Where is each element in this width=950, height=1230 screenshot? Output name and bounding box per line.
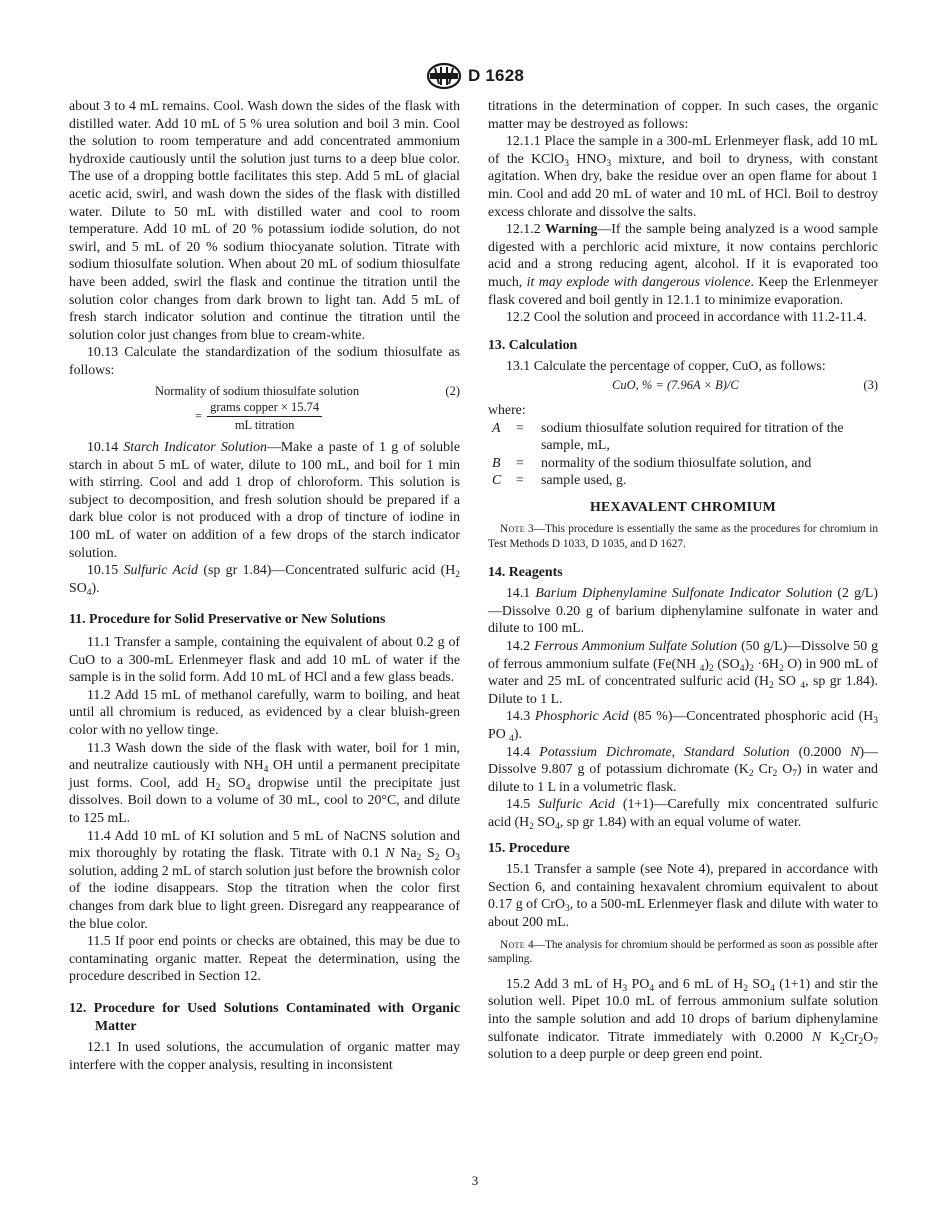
paragraph-11-4: 11.4 Add 10 mL of KI solution and 5 mL of NaCNS solution and mix thoroughly by rotating the flask. Titrate with 0.1 N $Na_2$ $S_2$ $O_3$ solution, adding 2 mL of starch solution just before the brownish color of the iodine disappears. Stop the titration when the color first changes from dark blue to light green. Disregard any reappearance of the blue color. <box>69 827 460 931</box>
equation-2-fraction <box>195 400 460 433</box>
hexavalent-chromium-heading: HEXAVALENT CHROMIUM <box>589 498 777 514</box>
where-item: C = sample used, g. <box>492 472 627 488</box>
paragraph-14-2: 14.2 Ferrous Ammonium Sulfate Solution (50 g/L)—Dissolve 50 g of ferrous ammonium sulfate (Fe(NH $_4)_2$ $(SO_4)_2 \cdot 6H_2$ O) in 900 mL of water and 25 mL of concentrated sulfuric acid ($H_2$ SO $_4$, sp gr 1.84). Dilute to 1 L. <box>488 638 878 706</box>
paragraph-14-1: 14.1 Barium Diphenylamine Sulfonate Indicator Solution (2 g/L)—Dissolve 0.20 g of barium diphenylamine sulfonate in water and dilute to 100 mL. <box>488 585 878 636</box>
section-15-heading: 15. Procedure <box>488 839 570 855</box>
paragraph-10-12-continued: about 3 to 4 mL remains. Cool. Wash down the sides of the flask with distilled water. Add 10 mL of 5 % urea solution and boil 3 min. Cool the solution to room temperature and add concentrated ammonium hydroxide cautiously until the solution just turns to a deep blue color. The use of a dropping bottle facilitates this step. Add 5 mL of glacial acetic acid, swirl, and wash down the sides of the flask with distilled water. Dilute to 50 mL with distilled water and cool to room temperature. Add 10 mL of 20 % potassium iodide solution, do not swirl, and 5 mL of 20 % sodium thiocyanate solution. Titrate with sodium thiosulfate solution. When about 20 mL of sodium thiosulfate have been added, swirl the flask and continue the titration until the solution color changes from dark brown to light tan. Add 5 mL of fresh starch indicator solution and continue the titration until the solution color just changes from blue to cream-white. <box>69 98 460 342</box>
note-4: Note 4—The analysis for chromium should be performed as soon as possible after sampling. <box>488 938 878 966</box>
paragraph-11-5: 11.5 If poor end points or checks are obtained, this may be due to contaminating organic matter. Repeat the determination, using the procedure described in Section 12. <box>69 933 460 984</box>
section-12-heading: 12. Procedure for Used Solutions Contaminated with Organic Matter <box>69 999 460 1033</box>
page-number: 3 <box>471 1173 479 1188</box>
right-column <box>488 97 878 1063</box>
where-item: B = normality of the sodium thiosulfate solution, and <box>492 454 812 470</box>
paragraph-12-1-1: 12.1.1 Place the sample in a 300-mL Erlenmeyer flask, add 10 mL of the KClO$_3$ $HNO_3$ mixture, and boil to dryness, with constant agitation. When dry, bake the residue over an open flame for about 1 min. Cool and add 20 mL of water and 10 mL of HCl. Boil to destroy excess chlorate and dissolve the salts. <box>488 133 878 219</box>
paragraph-15-1: 15.1 Transfer a sample (see Note 4), prepared in accordance with Section 6, and containing hexavalent chromium equivalent to about 0.17 g of CrO$_3$, to a 500-mL Erlenmeyer flask and dilute with water to about 200 mL. <box>488 861 879 929</box>
paragraph-10-14: 10.14 Starch Indicator Solution—Make a paste of 1 g of soluble starch in about 5 mL of water, dilute to 100 mL, and boil for 1 min with stirring. Cool and add 1 drop of chloroform. This solution is subject to decomposition, and fresh solution should be prepared if a dark blue color is not produced with a drop of tincture of iodine in 100 mL of water on addition of a few drops of the starch indicator solution. <box>69 439 460 560</box>
paragraph-15-2: 15.2 Add 3 mL of $H_3$ $PO_4$ and 6 mL of $H_2$ $SO_4$ (1+1) and stir the solution well. Pipet 10.0 mL of ferrous ammonium sulfate solution into the sample solution and add 10 drops of barium diphenylamine sulfonate indicator. Titrate immediately with 0.2000 N $K_2Cr_2O_7$ solution to a deep purple or deep green end point. <box>488 975 878 1062</box>
page-header <box>0 62 950 90</box>
equation-3-formula: CuO, % = (7.96A × B)/C <box>612 377 739 392</box>
equation-2-numerator: grams copper × 15.74 <box>207 400 322 417</box>
paragraph-10-15: 10.15 Sulfuric Acid (sp gr 1.84)—Concentrated sulfuric acid ($H_2$ $SO_4$). <box>69 562 460 598</box>
document-designation: D 1628 <box>467 66 525 85</box>
paragraph-11-3: 11.3 Wash down the side of the flask with water, boil for 1 min, and neutralize cautiously with $NH_4$ OH until a permanent precipitate just forms. Cool, add $H_2$ $SO_4$ dropwise until the precipitate just dissolves. Boil down to a volume of 30 mL, cool to 20°C, and dilute to 125 mL. <box>69 739 460 825</box>
paragraph-12-1-2: 12.1.2 Warning—If the sample being analyzed is a wood sample digested with a perchloric acid mixture, it now contains perchloric acid and a strong reducing agent, alcohol. If it is evaporated too much, it may explode with dangerous violence. Keep the Erlenmeyer flask covered and boil gently in 12.1.1 to minimize evaporation. <box>488 221 878 307</box>
section-11-heading: 11. Procedure for Solid Preservative or New Solutions <box>69 611 386 627</box>
paragraph-14-3: 14.3 Phosphoric Acid (85 %)—Concentrated phosphoric acid ($H_3$ PO $_4$). <box>488 708 879 744</box>
section-14-heading: 14. Reagents <box>488 563 563 579</box>
note-3: Note 3—This procedure is essentially the same as the procedures for chromium in Test Methods D 1033, D 1035, and D 1627. <box>488 523 878 551</box>
equation-2-denominator: mL titration <box>234 418 295 433</box>
paragraph-12-1-continued: titrations in the determination of copper. In such cases, the organic matter may be destroyed as follows: <box>488 98 878 131</box>
equation-2-number: (2) <box>445 383 460 398</box>
section-13-heading: 13. Calculation <box>488 336 578 352</box>
paragraph-11-1: 11.1 Transfer a sample, containing the equivalent of about 0.2 g of CuO to a 300-mL Erlenmeyer flask and add 10 mL of water if the sample is in the solid form. Add 10 mL of HCl and a few glass beads. <box>69 634 460 685</box>
paragraph-12-2: 12.2 Cool the solution and proceed in accordance with 11.2-11.4. <box>506 309 867 325</box>
equation-2-equals: = <box>195 409 203 424</box>
left-column <box>69 97 460 1073</box>
where-label: where: <box>488 401 526 417</box>
astm-logo-icon <box>426 62 462 90</box>
paragraph-13-1: 13.1 Calculate the percentage of copper, CuO, as follows: <box>506 358 826 374</box>
paragraph-11-2: 11.2 Add 15 mL of methanol carefully, warm to boiling, and heat until all chromium is reduced, as evidenced by a clear bluish-green color with no yellow tinge. <box>69 686 460 737</box>
equation-3 <box>488 375 878 395</box>
paragraph-14-5: 14.5 Sulfuric Acid (1+1)—Carefully mix concentrated sulfuric acid ($H_2$ $SO_4$, sp gr 1.84) with an equal volume of water. <box>488 796 878 832</box>
equation-2 <box>69 383 460 401</box>
where-list <box>488 419 878 489</box>
where-item: A = sodium thiosulfate solution required for titration of the sample, mL, <box>492 419 844 453</box>
equation-3-number: (3) <box>863 377 878 392</box>
paragraph-12-1: 12.1 In used solutions, the accumulation of organic matter may interfere with the copper analysis, resulting in inconsistent <box>69 1039 460 1072</box>
paragraph-10-13: 10.13 Calculate the standardization of the sodium thiosulfate as follows: <box>69 344 460 377</box>
equation-2-label: Normality of sodium thiosulfate solution <box>155 383 360 398</box>
paragraph-14-4: 14.4 Potassium Dichromate, Standard Solution (0.2000 N)—Dissolve 9.807 g of potassium dichromate ($K_2$ $Cr_2$ $O_7$) in water and dilute to 1 L in a volumetric flask. <box>488 743 878 794</box>
